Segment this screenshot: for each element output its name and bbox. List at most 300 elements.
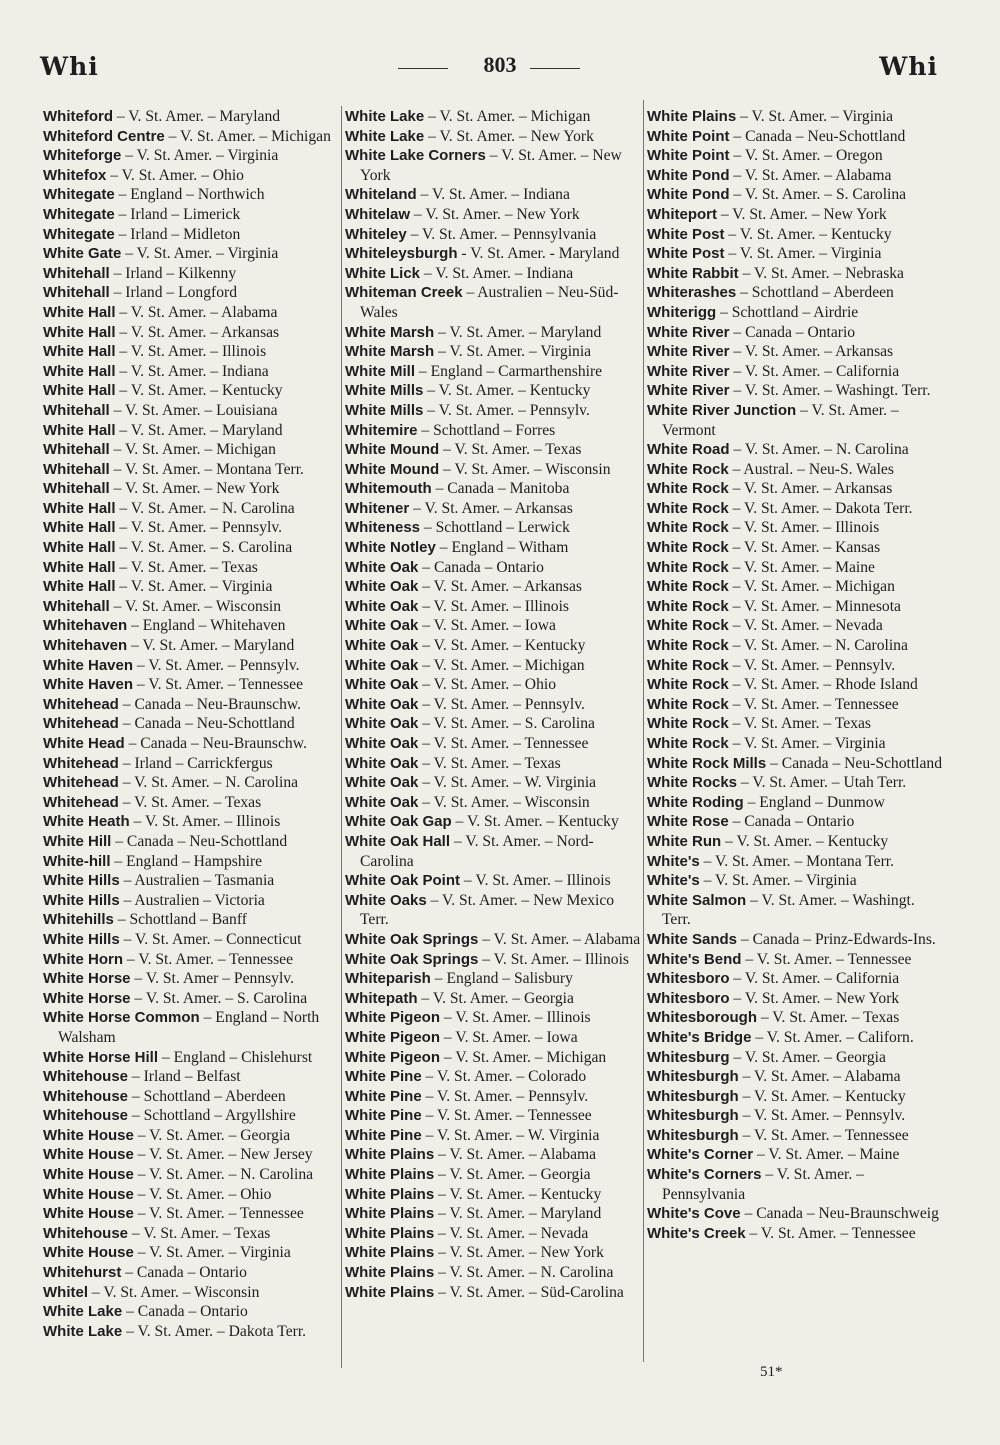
gazetteer-entry	[345, 1283, 642, 1303]
entry-place-name: Whiteman Creek	[345, 284, 463, 302]
gazetteer-entry	[43, 636, 340, 656]
entry-place-name: White Notley	[345, 539, 436, 557]
entry-location: – V. St. Amer. – Maryland	[119, 421, 283, 439]
entry-location: – V. St. Amer. – N. Carolina	[438, 1264, 614, 1282]
gazetteer-entry	[43, 1322, 340, 1342]
gazetteer-entry	[345, 793, 642, 813]
entry-location: – V. St. Amer. – Washingt. Terr.	[733, 382, 931, 400]
gazetteer-entry	[647, 381, 944, 401]
gazetteer-entry	[43, 930, 340, 950]
entry-place-name: White Pine	[345, 1087, 422, 1105]
entry-location: – V. St. Amer. – Kentucky	[728, 225, 892, 243]
entry-location: – Canada – Ontario	[732, 813, 855, 831]
entry-place-name: White Plains	[345, 1224, 435, 1242]
entry-location: – V. St. Amer. – Kansas	[732, 539, 881, 557]
gazetteer-entry	[43, 185, 340, 205]
entry-place-name: White Plains	[345, 1146, 435, 1164]
entry-place-name: White Hill	[43, 832, 112, 850]
entry-place-name: White Rock	[647, 676, 729, 694]
entry-place-name: White Hall	[43, 558, 116, 576]
entry-place-name: White Oak Springs	[345, 930, 479, 948]
entry-location: – V. St. Amer. – Arkansas	[413, 499, 573, 517]
gazetteer-entry	[647, 166, 944, 186]
gazetteer-entry	[43, 401, 340, 421]
entry-location: – V. St. Amer. – Wisconsin	[113, 597, 282, 615]
entry-place-name: White Oak	[345, 558, 419, 576]
entry-location: – V. St. Amer. – Maryland	[116, 108, 281, 125]
entry-place-name: Whitener	[345, 499, 410, 517]
entry-location: – V. St. Amer. – Wisconsin	[91, 1283, 260, 1301]
gazetteer-entry	[345, 146, 642, 185]
entry-place-name: Whitesborough	[647, 1009, 757, 1027]
entry-location: – V. St. Amer. – Pennsylvania	[662, 1166, 864, 1203]
gazetteer-entry	[43, 871, 340, 891]
entry-place-name: White River	[647, 362, 730, 380]
gazetteer-entry	[647, 479, 944, 499]
entry-location: – V. St. Amer. – New York	[113, 480, 280, 498]
gazetteer-entry	[43, 225, 340, 245]
entry-location: – Schottland – Airdrie	[720, 303, 859, 321]
gazetteer-entry	[43, 1165, 340, 1185]
entry-place-name: Whitehills	[43, 911, 114, 929]
entry-location: – V. St. Amer. – Texas	[119, 558, 258, 576]
entry-place-name: White Oak	[345, 597, 419, 615]
gazetteer-entry	[345, 891, 642, 930]
entry-location: – V. St. Amer. – Alabama	[119, 303, 278, 321]
entry-location: – Irland – Longford	[113, 284, 237, 302]
entry-place-name: White Rock	[647, 539, 729, 557]
entry-location: – V. St. Amer. – Ohio	[137, 1185, 272, 1203]
entry-place-name: White Sands	[647, 930, 738, 948]
entry-location: – V. St. Amer. – Illinois	[732, 519, 880, 537]
column-divider-2	[643, 100, 644, 1362]
gazetteer-entry	[345, 127, 642, 147]
gazetteer-entry	[647, 362, 944, 382]
entry-place-name: White Oak	[345, 695, 419, 713]
gazetteer-entry	[43, 1048, 340, 1068]
entry-place-name: White Pine	[345, 1107, 422, 1125]
entry-place-name: White Plains	[345, 1264, 435, 1282]
gazetteer-entry	[43, 754, 340, 774]
gazetteer-entry	[345, 107, 642, 127]
gazetteer-entry	[43, 421, 340, 441]
gazetteer-entry	[345, 1145, 642, 1165]
entry-location: – V. St. Amer. – New Mexico Terr.	[360, 891, 615, 929]
entry-place-name: Whiteford Centre	[43, 127, 165, 145]
entry-location: – V. St. Amer. – N. Carolina	[733, 441, 909, 459]
entry-place-name: White Hall	[43, 539, 116, 557]
entry-place-name: White's Bridge	[647, 1028, 752, 1046]
entry-place-name: Whitesburgh	[647, 1126, 739, 1144]
gazetteer-entry	[647, 734, 944, 754]
gazetteer-entry	[43, 1126, 340, 1146]
entry-location: – V. St. Amer. – Indiana	[420, 186, 570, 204]
entry-location: – V. St. Amer. – Ohio	[110, 166, 244, 184]
gazetteer-entry	[647, 616, 944, 636]
entry-location: – V. St. Amer. – Michigan	[443, 1048, 607, 1066]
entry-place-name: White Rock	[647, 578, 729, 596]
entry-location: – V. St. Amer. – Virginia	[137, 1244, 291, 1262]
entry-place-name: Whitesburgh	[647, 1107, 739, 1125]
entry-location: – V. St. Amer. – Illinois	[443, 1009, 591, 1027]
entry-place-name: Whitehead	[43, 695, 119, 713]
entry-location: – Australien – Neu-Süd-Wales	[360, 284, 619, 321]
entry-location: – V. St. Amer. – Pennsylv.	[742, 1107, 906, 1125]
gazetteer-entry	[345, 323, 642, 343]
entry-place-name: White Marsh	[345, 343, 435, 361]
entry-place-name: Whitehead	[43, 774, 119, 792]
entry-location: – V. St. Amer. – Iowa	[422, 617, 556, 635]
entry-location: – V. St. Amer. – Tennessee	[137, 1205, 304, 1223]
entry-place-name: White River	[647, 382, 730, 400]
gazetteer-entry	[647, 695, 944, 715]
gazetteer-entry	[647, 342, 944, 362]
gazetteer-entry	[345, 1224, 642, 1244]
entry-location: – V. St. Amer. – Maine	[732, 558, 875, 576]
entry-place-name: White Rock	[647, 617, 729, 635]
entry-place-name: Whitehaven	[43, 637, 128, 655]
entry-location: – V. St. Amer. – Texas	[760, 1009, 900, 1027]
column-3	[647, 107, 944, 1243]
gazetteer-entry	[647, 225, 944, 245]
entry-place-name: White Hills	[43, 930, 120, 948]
entry-place-name: Whitehall	[43, 597, 110, 615]
entry-place-name: White Haven	[43, 656, 134, 674]
entry-place-name: White Mills	[345, 382, 424, 400]
gazetteer-entry	[345, 950, 642, 970]
entry-place-name: White's Bend	[647, 950, 742, 968]
entry-place-name: White Rock	[647, 735, 729, 752]
gazetteer-entry	[647, 930, 944, 950]
entry-place-name: Whitehaven	[43, 617, 128, 635]
gazetteer-entry	[43, 910, 340, 930]
gazetteer-entry	[345, 832, 642, 871]
entry-place-name: White Plains	[345, 1244, 435, 1262]
gazetteer-entry	[43, 577, 340, 597]
entry-place-name: White Rock	[647, 597, 729, 615]
entry-location: – V. St. Amer. – S. Carolina	[119, 539, 293, 557]
entry-place-name: White House	[43, 1244, 134, 1262]
gazetteer-entry	[345, 812, 642, 832]
entry-place-name: White Lake Corners	[345, 147, 486, 165]
gazetteer-entry	[345, 1263, 642, 1283]
entry-location: – V. St. Amer. – Illinois	[482, 950, 629, 968]
gazetteer-entry	[345, 342, 642, 362]
gazetteer-entry	[647, 303, 944, 323]
entry-place-name: White Lake	[345, 127, 425, 145]
entry-place-name: White Oak	[345, 793, 419, 811]
entry-location: – Irland – Belfast	[131, 1068, 241, 1086]
gazetteer-entry	[345, 1126, 642, 1146]
entry-place-name: White Oak	[345, 754, 419, 772]
gazetteer-entry	[647, 989, 944, 1009]
gazetteer-entry	[43, 1263, 340, 1283]
gazetteer-entry	[647, 812, 944, 832]
gazetteer-entry	[345, 695, 642, 715]
entry-location: – V. St. Amer. – Nord-Carolina	[360, 832, 594, 870]
gazetteer-entry	[43, 1224, 340, 1244]
entry-location: – V. St. Amer. – Dakota Terr.	[126, 1322, 307, 1340]
entry-place-name: White Salmon	[647, 891, 747, 909]
entry-place-name: White Pine	[345, 1068, 422, 1086]
entry-place-name: White Hall	[43, 578, 116, 596]
gazetteer-entry	[345, 1204, 642, 1224]
gazetteer-entry	[647, 1087, 944, 1107]
gazetteer-entry	[345, 1087, 642, 1107]
gazetteer-entry	[647, 714, 944, 734]
entry-place-name: Whiteland	[345, 186, 417, 204]
gazetteer-entry	[345, 1048, 642, 1068]
entry-location: – Irland – Limerick	[118, 205, 241, 223]
entry-location: – Canada – Ontario	[125, 1264, 247, 1282]
entry-location: – V. St. Amer. – W. Virginia	[425, 1126, 600, 1144]
entry-place-name: White Rock	[647, 558, 729, 576]
entry-location: – England – North Walsham	[58, 1009, 320, 1046]
entry-place-name: White's Corner	[647, 1146, 754, 1164]
gazetteer-entry	[43, 1302, 340, 1322]
entry-place-name: White Post	[647, 225, 725, 243]
entry-location: – Canada – Neu-Schottland	[770, 754, 943, 772]
entry-place-name: White Post	[647, 245, 725, 263]
entry-location: – V. St. Amer. – Georgia	[733, 1048, 886, 1066]
entry-location: – V. St. Amer. – S. Carolina	[134, 989, 308, 1007]
gazetteer-entry	[43, 695, 340, 715]
entry-location: – V. St. Amer. – Tennessee	[742, 1126, 909, 1144]
entry-location: – V. St. Amer. – Arkansas	[732, 480, 893, 498]
gazetteer-entry	[43, 107, 340, 127]
gazetteer-entry	[345, 734, 642, 754]
entry-location: – Canada – Neu-Braunschweig	[744, 1205, 939, 1223]
gazetteer-entry	[647, 460, 944, 480]
gazetteer-entry	[647, 518, 944, 538]
entry-place-name: White Mill	[345, 362, 415, 380]
entry-place-name: White House	[43, 1205, 134, 1223]
entry-place-name: White Plains	[345, 1205, 435, 1223]
entry-location: – England – Chislehurst	[161, 1048, 313, 1066]
running-header	[0, 52, 1000, 86]
gazetteer-entry	[43, 714, 340, 734]
gazetteer-entry	[345, 1243, 642, 1263]
entry-location: – V. St. Amer. – Kentucky	[422, 637, 586, 655]
entry-place-name: White Heath	[43, 813, 130, 831]
entry-place-name: White Oak	[345, 774, 419, 792]
entry-location: – V. St. Amer. – Pennsylvania	[410, 225, 597, 243]
column-2	[345, 107, 642, 1302]
entry-location: – V. St. Amer. – Michigan	[428, 108, 591, 125]
gazetteer-entry	[43, 538, 340, 558]
page-number: 803	[483, 52, 517, 77]
entry-place-name: Whitesburgh	[647, 1068, 739, 1086]
entry-location: – V. St. Amer. – Texas	[732, 715, 871, 733]
entry-location: – V. St. Amer. – Maine	[756, 1146, 900, 1164]
entry-location: – V. St. Amer. – S. Carolina	[733, 186, 907, 204]
gazetteer-entry	[43, 146, 340, 166]
entry-location: – V. St. Amer. – New York	[428, 127, 594, 145]
entry-location: – V. St. Amer. – Colorado	[425, 1068, 587, 1086]
gazetteer-entry	[43, 675, 340, 695]
entry-place-name: Whitegate	[43, 225, 115, 243]
entry-location: – Irland – Carrickfergus	[122, 754, 273, 772]
entry-location: – V. St. Amer. – Alabama	[742, 1068, 901, 1086]
gazetteer-entry	[345, 1028, 642, 1048]
gazetteer-entry	[647, 1008, 944, 1028]
gazetteer-entry	[647, 891, 944, 930]
entry-location: – V. St. Amer. – Arkansas	[733, 343, 894, 361]
entry-place-name: White House	[43, 1166, 134, 1184]
entry-location: – V. St. Amer. – Kentucky	[427, 382, 591, 400]
entry-location: – V. St. Amer. – New York	[438, 1244, 604, 1262]
gazetteer-entry	[43, 205, 340, 225]
gazetteer-entry	[647, 871, 944, 891]
entry-location: – V. St. Amer. – Virginia	[438, 343, 592, 361]
entry-place-name: White Rock	[647, 656, 729, 674]
gazetteer-entry	[647, 656, 944, 676]
entry-place-name: Whitegate	[43, 205, 115, 223]
gazetteer-entry	[345, 989, 642, 1009]
entry-location: – V. St. Amer. – Minnesota	[732, 597, 901, 615]
gazetteer-entry	[647, 950, 944, 970]
header-right-guide-word: Whi	[879, 52, 938, 81]
entry-place-name: Whiteleysburgh	[345, 245, 458, 263]
entry-place-name: Whitehall	[43, 264, 110, 282]
entry-location: – V. St. Amer. – Montana Terr.	[703, 852, 895, 870]
entry-place-name: White Rock	[647, 637, 729, 655]
gazetteer-entry	[647, 244, 944, 264]
gazetteer-entry	[345, 1165, 642, 1185]
gazetteer-entry	[647, 558, 944, 578]
entry-place-name: White Marsh	[345, 323, 435, 341]
entry-place-name: White Hall	[43, 519, 116, 537]
gazetteer-entry	[43, 616, 340, 636]
entry-location: – V. St. Amer. – Pennsylv.	[422, 695, 585, 713]
entry-location: – V. St. Amer. – Süd-Carolina	[438, 1283, 624, 1301]
entry-location: – V. St. Amer. – Rhode Island	[732, 676, 918, 694]
entry-place-name: Whitehead	[43, 754, 119, 772]
entry-place-name: White's Cove	[647, 1205, 741, 1223]
gazetteer-entry	[43, 1204, 340, 1224]
entry-location: – V. St. Amer. – Tennessee	[126, 950, 294, 968]
entry-location: – V. St. Amer. – New York	[720, 205, 887, 223]
entry-place-name: White Mound	[345, 460, 440, 478]
entry-place-name: White Rock	[647, 480, 729, 498]
entry-location: – Canada – Manitoba	[435, 480, 570, 498]
entry-place-name: White Oak	[345, 715, 419, 733]
entry-place-name: White Lake	[345, 108, 425, 125]
entry-location: – V. St. Amer. – Oregon	[733, 147, 883, 165]
entry-location: - V. St. Amer. - Maryland	[461, 245, 620, 263]
entry-location: – Schottland – Argyllshire	[131, 1107, 296, 1125]
entry-location: – Irland – Midleton	[118, 225, 241, 243]
entry-place-name: Whitemouth	[345, 480, 432, 498]
column-divider-1	[341, 106, 342, 1368]
gazetteer-entry	[647, 1145, 944, 1165]
gazetteer-entry	[345, 930, 642, 950]
gazetteer-entry	[43, 950, 340, 970]
entry-place-name: Whitehouse	[43, 1087, 128, 1105]
gazetteer-entry	[345, 1067, 642, 1087]
entry-place-name: White Rocks	[647, 774, 738, 792]
header-rule-right	[530, 68, 580, 69]
entry-place-name: White Pond	[647, 186, 730, 204]
entry-place-name: White Hall	[43, 382, 116, 400]
gazetteer-entry	[43, 303, 340, 323]
entry-place-name: Whiteforge	[43, 147, 122, 165]
gazetteer-entry	[43, 1243, 340, 1263]
entry-location: – England – Northwich	[118, 186, 265, 204]
entry-location: – Canada – Neu-Braunschw.	[122, 695, 302, 713]
entry-location: – V. St. Amer. – California	[733, 970, 900, 988]
gazetteer-entry	[43, 127, 340, 147]
gazetteer-entry	[647, 264, 944, 284]
gazetteer-entry	[345, 401, 642, 421]
entry-place-name: Whitehurst	[43, 1264, 122, 1282]
gazetteer-entry	[647, 969, 944, 989]
entry-location: – V. St. Amer. – Indiana	[119, 362, 269, 380]
gazetteer-entry	[647, 636, 944, 656]
entry-location: – V. St. Amer. – Wisconsin	[422, 793, 590, 811]
entry-place-name: White's Creek	[647, 1224, 746, 1242]
entry-place-name: Whiteparish	[345, 970, 431, 988]
gazetteer-entry	[647, 440, 944, 460]
entry-place-name: White House	[43, 1146, 134, 1164]
entry-place-name: White Oak	[345, 676, 419, 694]
entry-location: – V. St. Amer. – California	[733, 362, 900, 380]
gazetteer-entry	[43, 166, 340, 186]
entry-location: – V. St. Amer. – Ohio	[422, 676, 556, 694]
entry-place-name: Whiterigg	[647, 303, 717, 321]
gazetteer-entry	[43, 832, 340, 852]
entry-place-name: Whitelaw	[345, 205, 411, 223]
header-left-guide-word: Whi	[40, 52, 99, 81]
gazetteer-entry	[43, 264, 340, 284]
entry-location: – V. St. Amer. – Virginia	[732, 735, 886, 752]
gazetteer-entry	[43, 1067, 340, 1087]
entry-location: – V. St. Amer. – Kentucky	[119, 382, 283, 400]
entry-location: – V. St. Amer. – Texas	[122, 793, 262, 811]
entry-place-name: White Oak	[345, 637, 419, 655]
gazetteer-entry	[43, 558, 340, 578]
entry-place-name: White Plains	[647, 108, 737, 125]
gazetteer-entry	[345, 1008, 642, 1028]
entry-place-name: Whitesburg	[647, 1048, 730, 1066]
gazetteer-entry	[647, 538, 944, 558]
gazetteer-entry	[345, 616, 642, 636]
gazetteer-entry	[43, 1106, 340, 1126]
entry-place-name: Whitehouse	[43, 1107, 128, 1125]
entry-location: – V. St. Amer. – N. Carolina	[122, 774, 299, 792]
gazetteer-entry	[345, 460, 642, 480]
entry-location: – V. St. Amer. – Maryland	[131, 637, 295, 655]
entry-place-name: Whitefox	[43, 166, 107, 184]
entry-location: – V. St. Amer. – Virginia	[740, 108, 894, 125]
entry-location: – V. St. Amer. – Tennessee	[732, 695, 899, 713]
entry-location: – V. St. Amer. – Tennessee	[745, 950, 912, 968]
gazetteer-entry	[43, 852, 340, 872]
entry-place-name: White Lake	[43, 1303, 123, 1321]
gazetteer-entry	[647, 205, 944, 225]
entry-location: – V. St. Amer. – N. Carolina	[119, 499, 295, 517]
gazetteer-entry	[43, 460, 340, 480]
entry-place-name: Whiteley	[345, 225, 407, 243]
gazetteer-entry	[647, 401, 944, 440]
entry-location: – Canada – Ontario	[733, 323, 856, 341]
gazetteer-entry	[345, 1106, 642, 1126]
entry-place-name: Whitehouse	[43, 1068, 128, 1086]
entry-place-name: White Plains	[345, 1166, 435, 1184]
entry-place-name: White Horse Hill	[43, 1048, 159, 1066]
entry-place-name: Whitesburgh	[647, 1087, 739, 1105]
gazetteer-entry	[647, 146, 944, 166]
